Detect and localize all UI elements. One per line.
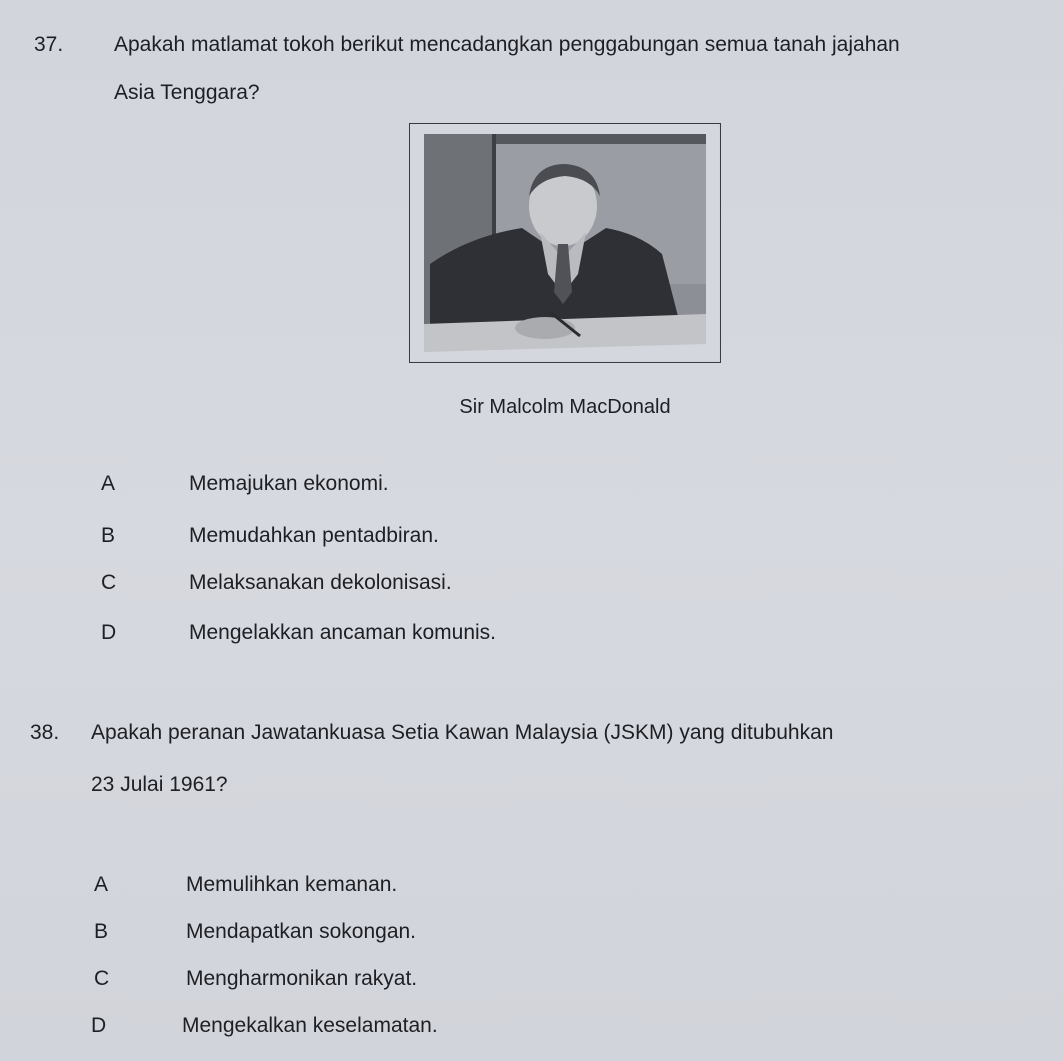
q37-option-c-text: Melaksanakan dekolonisasi.	[189, 571, 452, 594]
portrait-photo-icon	[410, 124, 719, 361]
q37-option-d-letter: D	[101, 621, 117, 644]
q38-option-a-text: Memulihkan kemanan.	[186, 873, 398, 896]
question-38-number: 38.	[30, 721, 60, 744]
q38-option-c-text: Mengharmonikan rakyat.	[186, 967, 418, 990]
q38-option-a-letter: A	[94, 873, 109, 896]
question-37-text-line2: Asia Tenggara?	[114, 81, 260, 104]
q38-option-d-text: Mengekalkan keselamatan.	[182, 1014, 438, 1037]
q37-option-c-letter: C	[101, 571, 117, 594]
q37-option-b-text: Memudahkan pentadbiran.	[189, 524, 439, 547]
portrait-photo	[409, 123, 721, 363]
question-38-text-line1: Apakah peranan Jawatankuasa Setia Kawan Malaysia (JSKM) yang ditubuhkan	[91, 721, 834, 744]
q38-option-c-letter: C	[94, 967, 110, 990]
q37-option-d-text: Mengelakkan ancaman komunis.	[189, 621, 497, 644]
question-37-text-line1: Apakah matlamat tokoh berikut mencadangkan penggabungan semua tanah jajahan	[114, 33, 900, 56]
q38-option-b-letter: B	[94, 920, 109, 943]
q37-option-a-text: Memajukan ekonomi.	[189, 472, 389, 495]
q37-option-a-letter: A	[101, 472, 116, 495]
question-37-number: 37.	[34, 33, 64, 56]
q37-option-b-letter: B	[101, 524, 116, 547]
q38-option-d-letter: D	[91, 1014, 107, 1037]
photo-caption: Sir Malcolm MacDonald	[459, 396, 671, 418]
question-38-text-line2: 23 Julai 1961?	[91, 773, 228, 796]
q38-option-b-text: Mendapatkan sokongan.	[186, 920, 417, 943]
